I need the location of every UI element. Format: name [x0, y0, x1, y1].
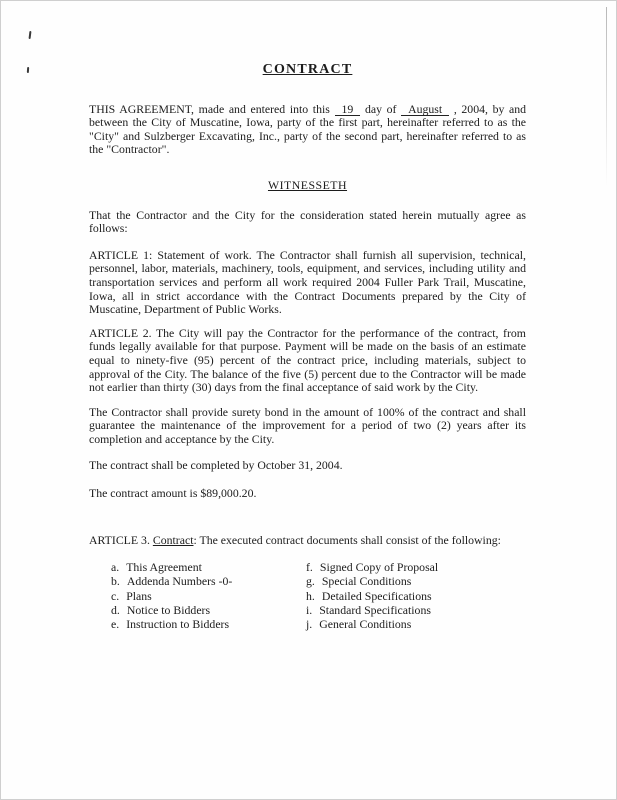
list-item-letter: a. — [111, 560, 120, 575]
article-2-body: The City will pay the Contractor for the performance of the contract, from funds legally available for that purpose. Payment will be made on the basis of an estimate equal to ninety-five (95) percent of the contract price, including materials, subject to approval of the City. The balance of the five (5) percent due to the Contractor will be made not earlier than thirty (30) days from the final acceptance of said work by the City. — [89, 325, 526, 395]
list-item-letter: g. — [306, 574, 315, 589]
document-body — [89, 63, 526, 631]
surety-bond-paragraph: The Contractor shall provide surety bond in the amount of 100% of the contract and shall guarantee the maintenance of the improvement for a period of two (2) years after its completion and acceptance by the City. — [89, 404, 526, 446]
list-item-text: Plans — [126, 588, 152, 603]
article-3-label: ARTICLE 3. — [89, 532, 150, 547]
list-item — [111, 617, 306, 631]
document-title: CONTRACT — [262, 62, 353, 77]
list-item-letter: h. — [306, 588, 315, 603]
list-item-text: Instruction to Bidders — [126, 617, 230, 632]
article-3-contract-word: Contract — [152, 532, 194, 547]
list-item-text: Addenda Numbers -0- — [126, 574, 233, 589]
documents-list-right-column — [306, 560, 438, 631]
list-item-letter: d. — [111, 602, 120, 617]
list-item-letter: i. — [306, 602, 313, 617]
contract-amount-paragraph: The contract amount is $89,000.20. — [89, 486, 257, 501]
article-3-heading-rest: : The executed contract documents shall consist of the following: — [193, 532, 501, 547]
article-1-label: ARTICLE 1: — [89, 247, 153, 262]
list-item — [306, 589, 438, 603]
list-item — [111, 574, 306, 588]
opening-lead: THIS AGREEMENT, made and entered into this — [89, 101, 330, 116]
list-item-letter: e. — [111, 617, 120, 632]
opening-tail: , 2004, by and between the City of Muscatine, Iowa, party of the first part, hereinafter referred to as the "City" and Sulzberger Excavating, Inc., party of the second part, hereinafter referred to as the "Contractor". — [89, 101, 527, 157]
month-value: August — [408, 101, 443, 116]
opening-paragraph — [89, 103, 526, 157]
article-1-paragraph — [89, 249, 526, 317]
list-item — [111, 603, 306, 617]
documents-list-left-column — [111, 560, 306, 631]
list-item-text: Detailed Specifications — [321, 588, 432, 603]
month-blank — [401, 103, 449, 116]
list-item-letter: f. — [306, 560, 313, 575]
scan-edge-artifact — [606, 7, 607, 187]
list-item — [306, 560, 438, 574]
list-item-letter: c. — [111, 588, 120, 603]
list-item-letter: j. — [306, 617, 313, 632]
list-item-text: Notice to Bidders — [126, 602, 211, 617]
list-item — [306, 617, 438, 631]
scan-speckle — [27, 67, 29, 73]
list-item-text: General Conditions — [319, 617, 412, 632]
opening-between: day of — [364, 101, 397, 116]
witnesseth-heading: WITNESSETH — [267, 177, 348, 192]
list-item-text: This Agreement — [126, 560, 202, 575]
list-item-text: Standard Specifications — [319, 602, 431, 617]
day-blank — [335, 103, 361, 116]
list-item-letter: b. — [111, 574, 120, 589]
day-value: 19 — [341, 101, 354, 116]
list-item-text: Signed Copy of Proposal — [319, 560, 439, 575]
list-item — [306, 574, 438, 588]
article-2-label: ARTICLE 2. — [89, 325, 152, 340]
list-item — [111, 589, 306, 603]
agreement-clause: That the Contractor and the City for the consideration stated herein mutually agree as follows: — [89, 207, 526, 236]
contract-documents-list — [89, 560, 526, 631]
list-item-text: Special Conditions — [321, 574, 412, 589]
article-2-paragraph — [89, 327, 526, 395]
article-3-heading — [89, 534, 526, 548]
list-item — [111, 560, 306, 574]
article-1-body: Statement of work. The Contractor shall furnish all supervision, technical, personnel, labor, materials, machinery, tools, equipment, and services, including utility and transportation services and perform all work required 2004 Fuller Park Trail, Muscatine, Iowa, all in strict accordance with the Contract Documents prepared by the City of Muscatine, Department of Public Works. — [89, 247, 526, 317]
list-item — [306, 603, 438, 617]
scan-speckle — [29, 31, 32, 39]
completion-date-paragraph: The contract shall be completed by October 31, 2004. — [89, 458, 343, 473]
